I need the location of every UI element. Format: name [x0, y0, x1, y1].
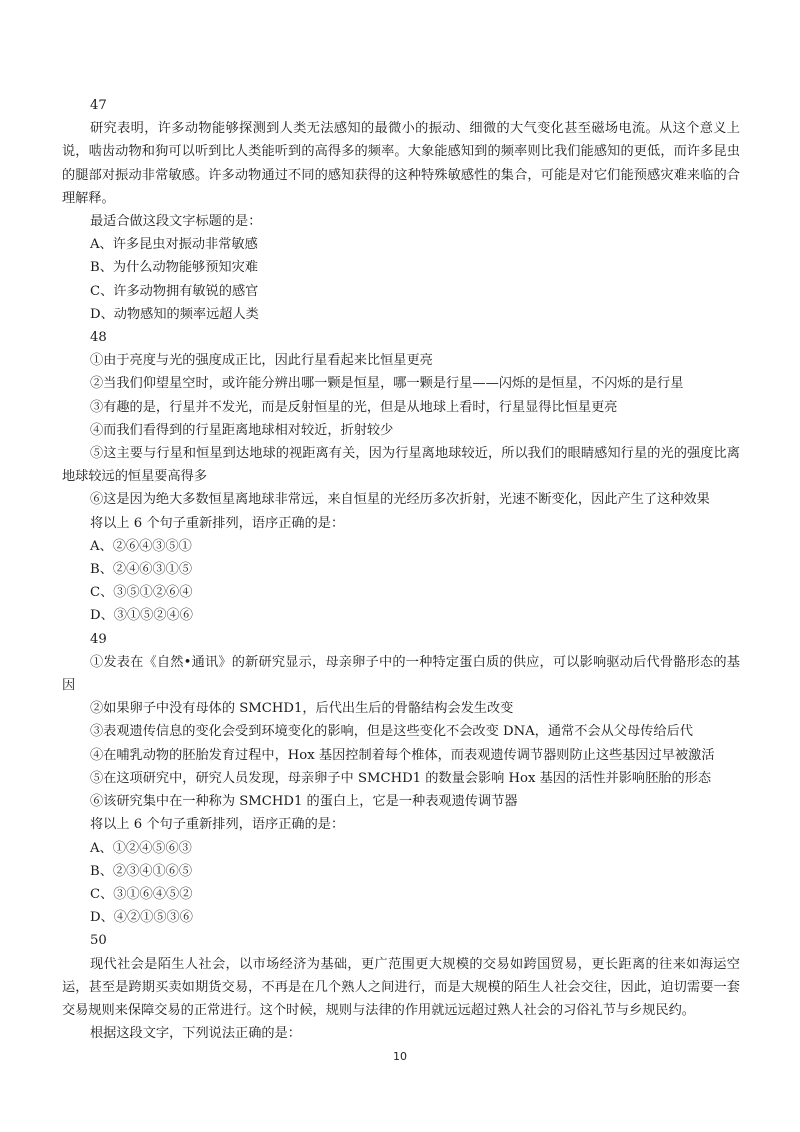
answer-option: B、为什么动物能够预知灾难: [90, 260, 258, 276]
answer-option: A、许多昆虫对振动非常敏感: [90, 237, 258, 253]
numbered-sentence: ④在哺乳动物的胚胎发育过程中，Hox 基因控制着每个椎体，而表观遗传调节器则防止这些基因过早被激活: [90, 747, 715, 763]
page-number: 10: [393, 1050, 407, 1063]
answer-option: D、动物感知的频率远超人类: [90, 306, 259, 322]
answer-option: C、③⑤①②⑥④: [90, 585, 193, 601]
page-content: [62, 94, 740, 1045]
answer-option: A、②⑥④③⑤①: [90, 538, 192, 554]
numbered-sentence: ⑥该研究集中在一种称为 SMCHD1 的蛋白上，它是一种表观遗传调节器: [90, 794, 518, 810]
question-number: 47: [90, 98, 107, 113]
numbered-sentence: ①发表在《自然•通讯》的新研究显示，母亲卵子中的一种特定蛋白质的供应，可以影响驱动后代骨骼形态的基因: [62, 654, 740, 694]
question-passage: 现代社会是陌生人社会，以市场经济为基础，更广范围更大规模的交易如跨国贸易，更长距离的往来如海运空运，甚至是跨期买卖如期货交易，不再是在几个熟人之间进行，而是大规模的陌生人社会交往，因此，迫切需要一套交易规则来保障交易的正常进行。这个时候，规则与法律的作用就远远超过熟人社会的习俗礼节与乡规民约。: [62, 956, 740, 1018]
question-passage: 研究表明，许多动物能够探测到人类无法感知的最微小的振动、细微的大气变化甚至磁场电流。从这个意义上说，啮齿动物和狗可以听到比人类能听到的高得多的频率。大象能感知到的频率则比我们能感知的更低，而许多昆虫的腿部对振动非常敏感。许多动物通过不同的感知获得的这种特殊敏感性的集合，可能是对它们能预感灾难来临的合理解释。: [62, 121, 740, 206]
numbered-sentence: ②当我们仰望星空时，或许能分辨出哪一颗是恒星，哪一颗是行星——闪烁的是恒星，不闪烁的是行星: [90, 376, 684, 392]
question-prompt: 根据这段文字，下列说法正确的是：: [90, 1026, 301, 1042]
numbered-sentence: ③表观遗传信息的变化会受到环境变化的影响，但是这些变化不会改变 DNA，通常不会从父母传给后代: [90, 724, 693, 740]
question-number: 48: [90, 330, 107, 346]
answer-option: D、④②①⑤③⑥: [90, 910, 193, 926]
question-number: 49: [90, 631, 107, 647]
question-prompt: 将以上 6 个句子重新排列，语序正确的是：: [90, 515, 345, 531]
numbered-sentence: ②如果卵子中没有母体的 SMCHD1，后代出生后的骨骼结构会发生改变: [90, 701, 514, 717]
answer-option: B、②④⑥③①⑤: [90, 562, 193, 578]
answer-option: D、③①⑤②④⑥: [90, 608, 193, 624]
answer-option: B、②③④①⑥⑤: [90, 863, 193, 879]
numbered-sentence: ④而我们看得到的行星距离地球相对较近，折射较少: [90, 422, 394, 438]
numbered-sentence: ⑤在这项研究中，研究人员发现，母亲卵子中 SMCHD1 的数量会影响 Hox 基因的活性并影响胚胎的形态: [90, 770, 712, 786]
numbered-sentence: ③有趣的是，行星并不发光，而是反射恒星的光，但是从地球上看时，行星显得比恒星更亮: [90, 399, 618, 415]
question-prompt: 最适合做这段文字标题的是：: [90, 214, 262, 230]
answer-option: C、③①⑥④⑤②: [90, 886, 193, 902]
numbered-sentence: ①由于亮度与光的强度成正比，因此行星看起来比恒星更亮: [90, 353, 433, 369]
numbered-sentence: ⑥这是因为绝大多数恒星离地球非常远，来自恒星的光经历多次折射，光速不断变化，因此产生了这种效果: [90, 492, 710, 508]
question-number: 50: [90, 933, 107, 949]
answer-option: A、①②④⑤⑥③: [90, 840, 192, 856]
numbered-sentence: ⑤这主要与行星和恒星到达地球的视距离有关，因为行星离地球较近，所以我们的眼睛感知行星的光的强度比离地球较远的恒星要高得多: [62, 446, 740, 485]
answer-option: C、许多动物拥有敏锐的感官: [90, 283, 259, 299]
question-prompt: 将以上 6 个句子重新排列，语序正确的是：: [90, 817, 345, 833]
